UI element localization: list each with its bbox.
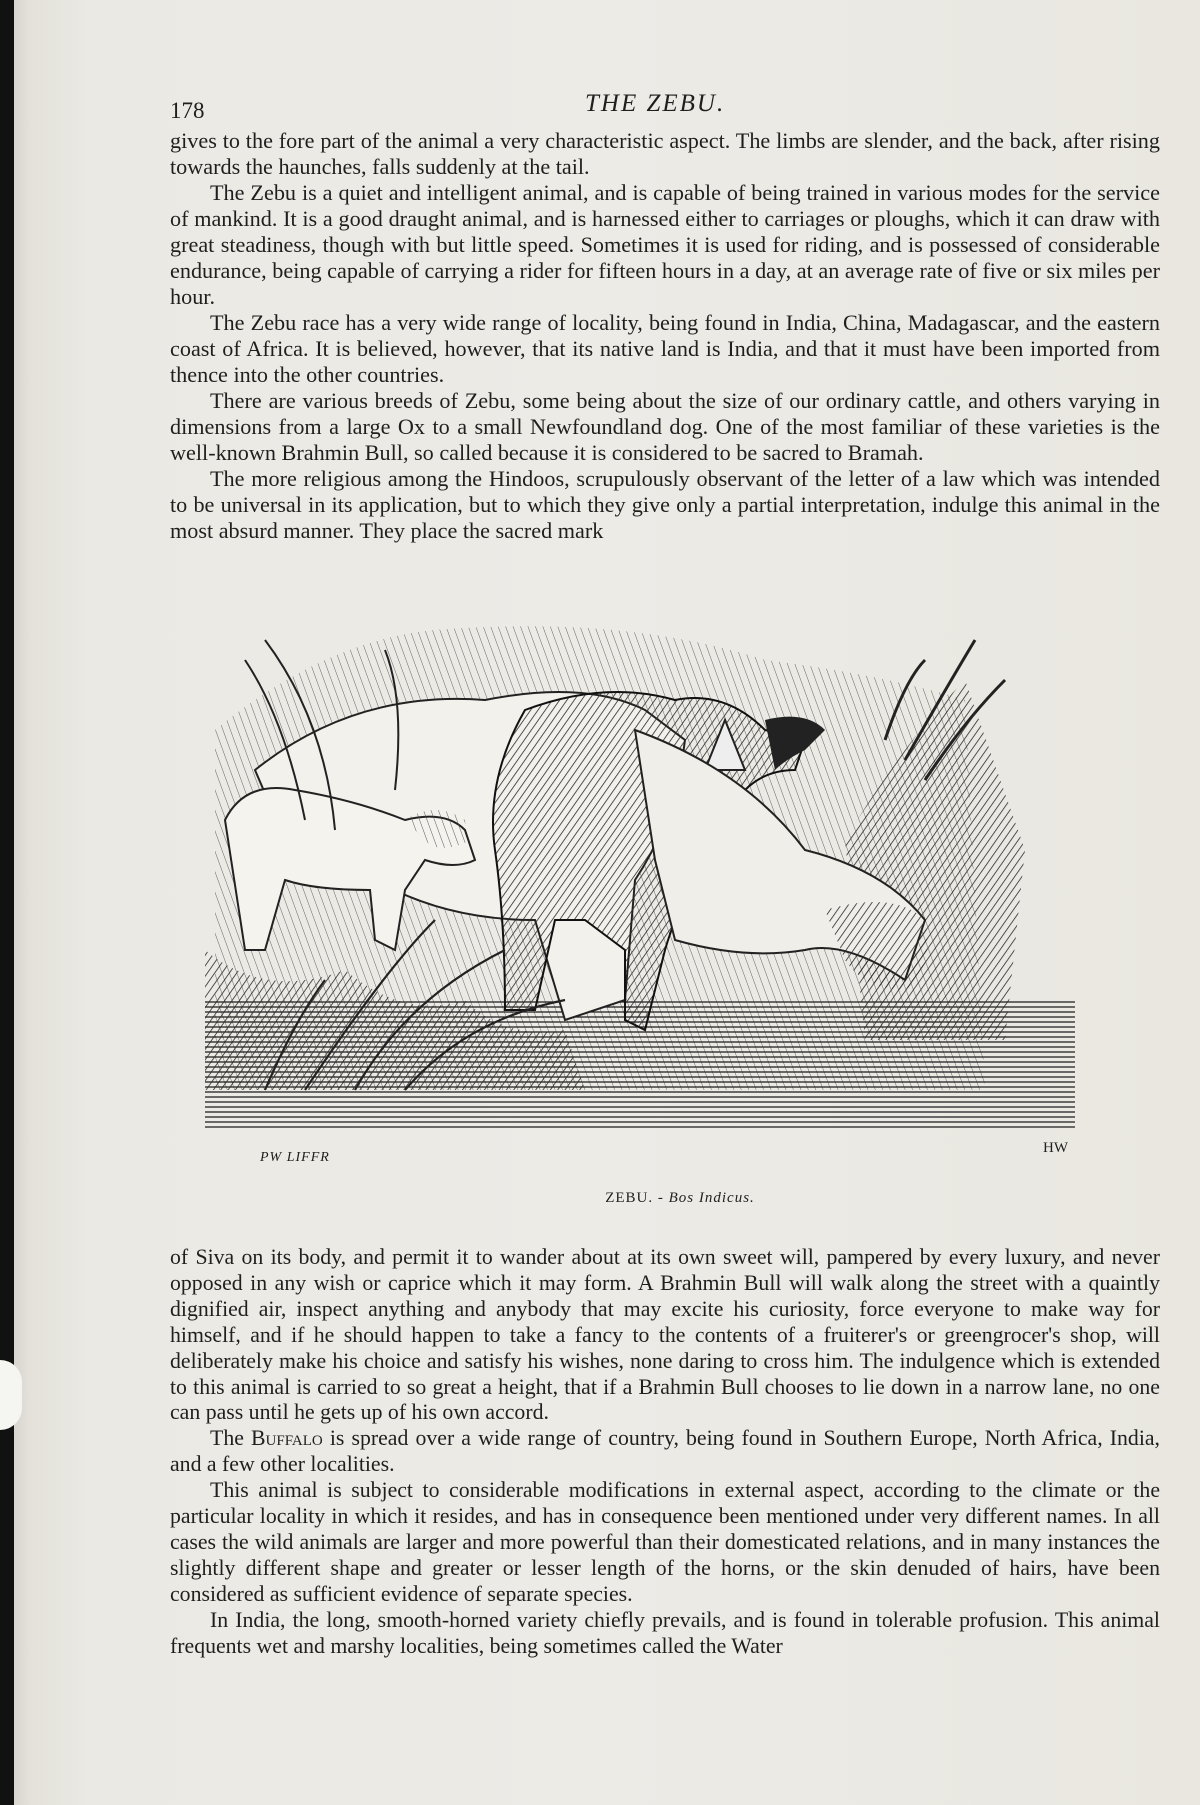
top-text-block bbox=[170, 128, 1160, 544]
engraving-image bbox=[205, 620, 1155, 1180]
page-header bbox=[170, 90, 1160, 130]
paragraph: There are various breeds of Zebu, some being about the size of our ordinary cattle, and others varying in dimensions from a large Ox to a small Newfoundland dog. One of the most familiar of these varieties is the well-known Brahmin Bull, so called because it is considered to be sacred to Bramah. bbox=[170, 388, 1160, 465]
buffalo-smallcaps: Buffalo bbox=[250, 1426, 323, 1451]
paragraph: The Zebu race has a very wide range of locality, being found in India, China, Madagascar, and the eastern coast of Africa. It is believed, however, that its native land is India, and that it must have been imported from thence into the other countries. bbox=[170, 310, 1160, 387]
paragraph-lead: The bbox=[210, 1426, 251, 1451]
engraver-signature: PW LIFFR bbox=[260, 1150, 330, 1165]
paragraph: of Siva on its body, and permit it to wander about at its own sweet will, pampered by every luxury, and never opposed in any wish or caprice which it may form. A Brahmin Bull will walk along the street with a quaintly dignified air, inspect anything and anybody that may excite his curiosity, force everyone to make way for himself, and if he should happen to take a fancy to the contents of a fruiterer's or greengrocer's shop, will deliberately make his choice and satisfy his wishes, none daring to cross him. The indulgence which is extended to this animal is carried to so great a height, that if a Brahmin Bull chooses to lie down in a narrow lane, no one can pass until he gets up of his own accord. bbox=[170, 1245, 1160, 1425]
paragraph bbox=[170, 1426, 1160, 1478]
artist-monogram: HW bbox=[1043, 1140, 1068, 1156]
running-head: THE ZEBU. bbox=[585, 90, 726, 117]
paragraph: The more religious among the Hindoos, scrupulously observant of the letter of a law which was intended to be universal in its application, but to which they give only a partial interpretation, indulge this animal in the most absurd manner. They place the sacred mark bbox=[170, 466, 1160, 543]
caption-scientific-name: Bos Indicus. bbox=[668, 1190, 755, 1206]
caption-name: ZEBU. bbox=[605, 1190, 654, 1206]
paragraph: The Zebu is a quiet and intelligent animal, and is capable of being trained in various modes for the service of mankind. It is a good draught animal, and is harnessed either to carriages or ploughs, which it can draw with great steadiness, though with but little speed. Sometimes it is used for riding, and is possessed of considerable endurance, being capable of carrying a rider for fifteen hours in a day, at an average rate of five or six miles per hour. bbox=[170, 180, 1160, 309]
paragraph: gives to the fore part of the animal a very characteristic aspect. The limbs are slender, and the back, after rising towards the haunches, falls suddenly at the tail. bbox=[170, 128, 1160, 179]
page-edge-notch bbox=[0, 1360, 22, 1430]
paragraph: This animal is subject to considerable modifications in external aspect, according to the climate or the particular locality in which it resides, and has in consequence been mentioned under very different names. In all cases the wild animals are larger and more powerful than their domesticated relations, and in many instances the slightly different shape and greater or lesser length of the horns, or the skin denuded of hairs, have been considered as sufficient evidence of separate species. bbox=[170, 1478, 1160, 1606]
paragraph-rest: is spread over a wide range of country, being found in Southern Europe, North Africa, India, and a few other localities. bbox=[170, 1426, 1160, 1477]
paragraph: In India, the long, smooth-horned variety chiefly prevails, and is found in tolerable profusion. This animal frequents wet and marshy localities, being sometimes called the Water bbox=[170, 1607, 1160, 1658]
caption-separator: - bbox=[653, 1190, 669, 1206]
zebu-illustration bbox=[205, 620, 1155, 1206]
page-binding-edge bbox=[0, 0, 14, 1805]
figure-caption bbox=[205, 1190, 1155, 1207]
bottom-text-block bbox=[170, 1245, 1160, 1660]
page-number: 178 bbox=[170, 98, 205, 123]
